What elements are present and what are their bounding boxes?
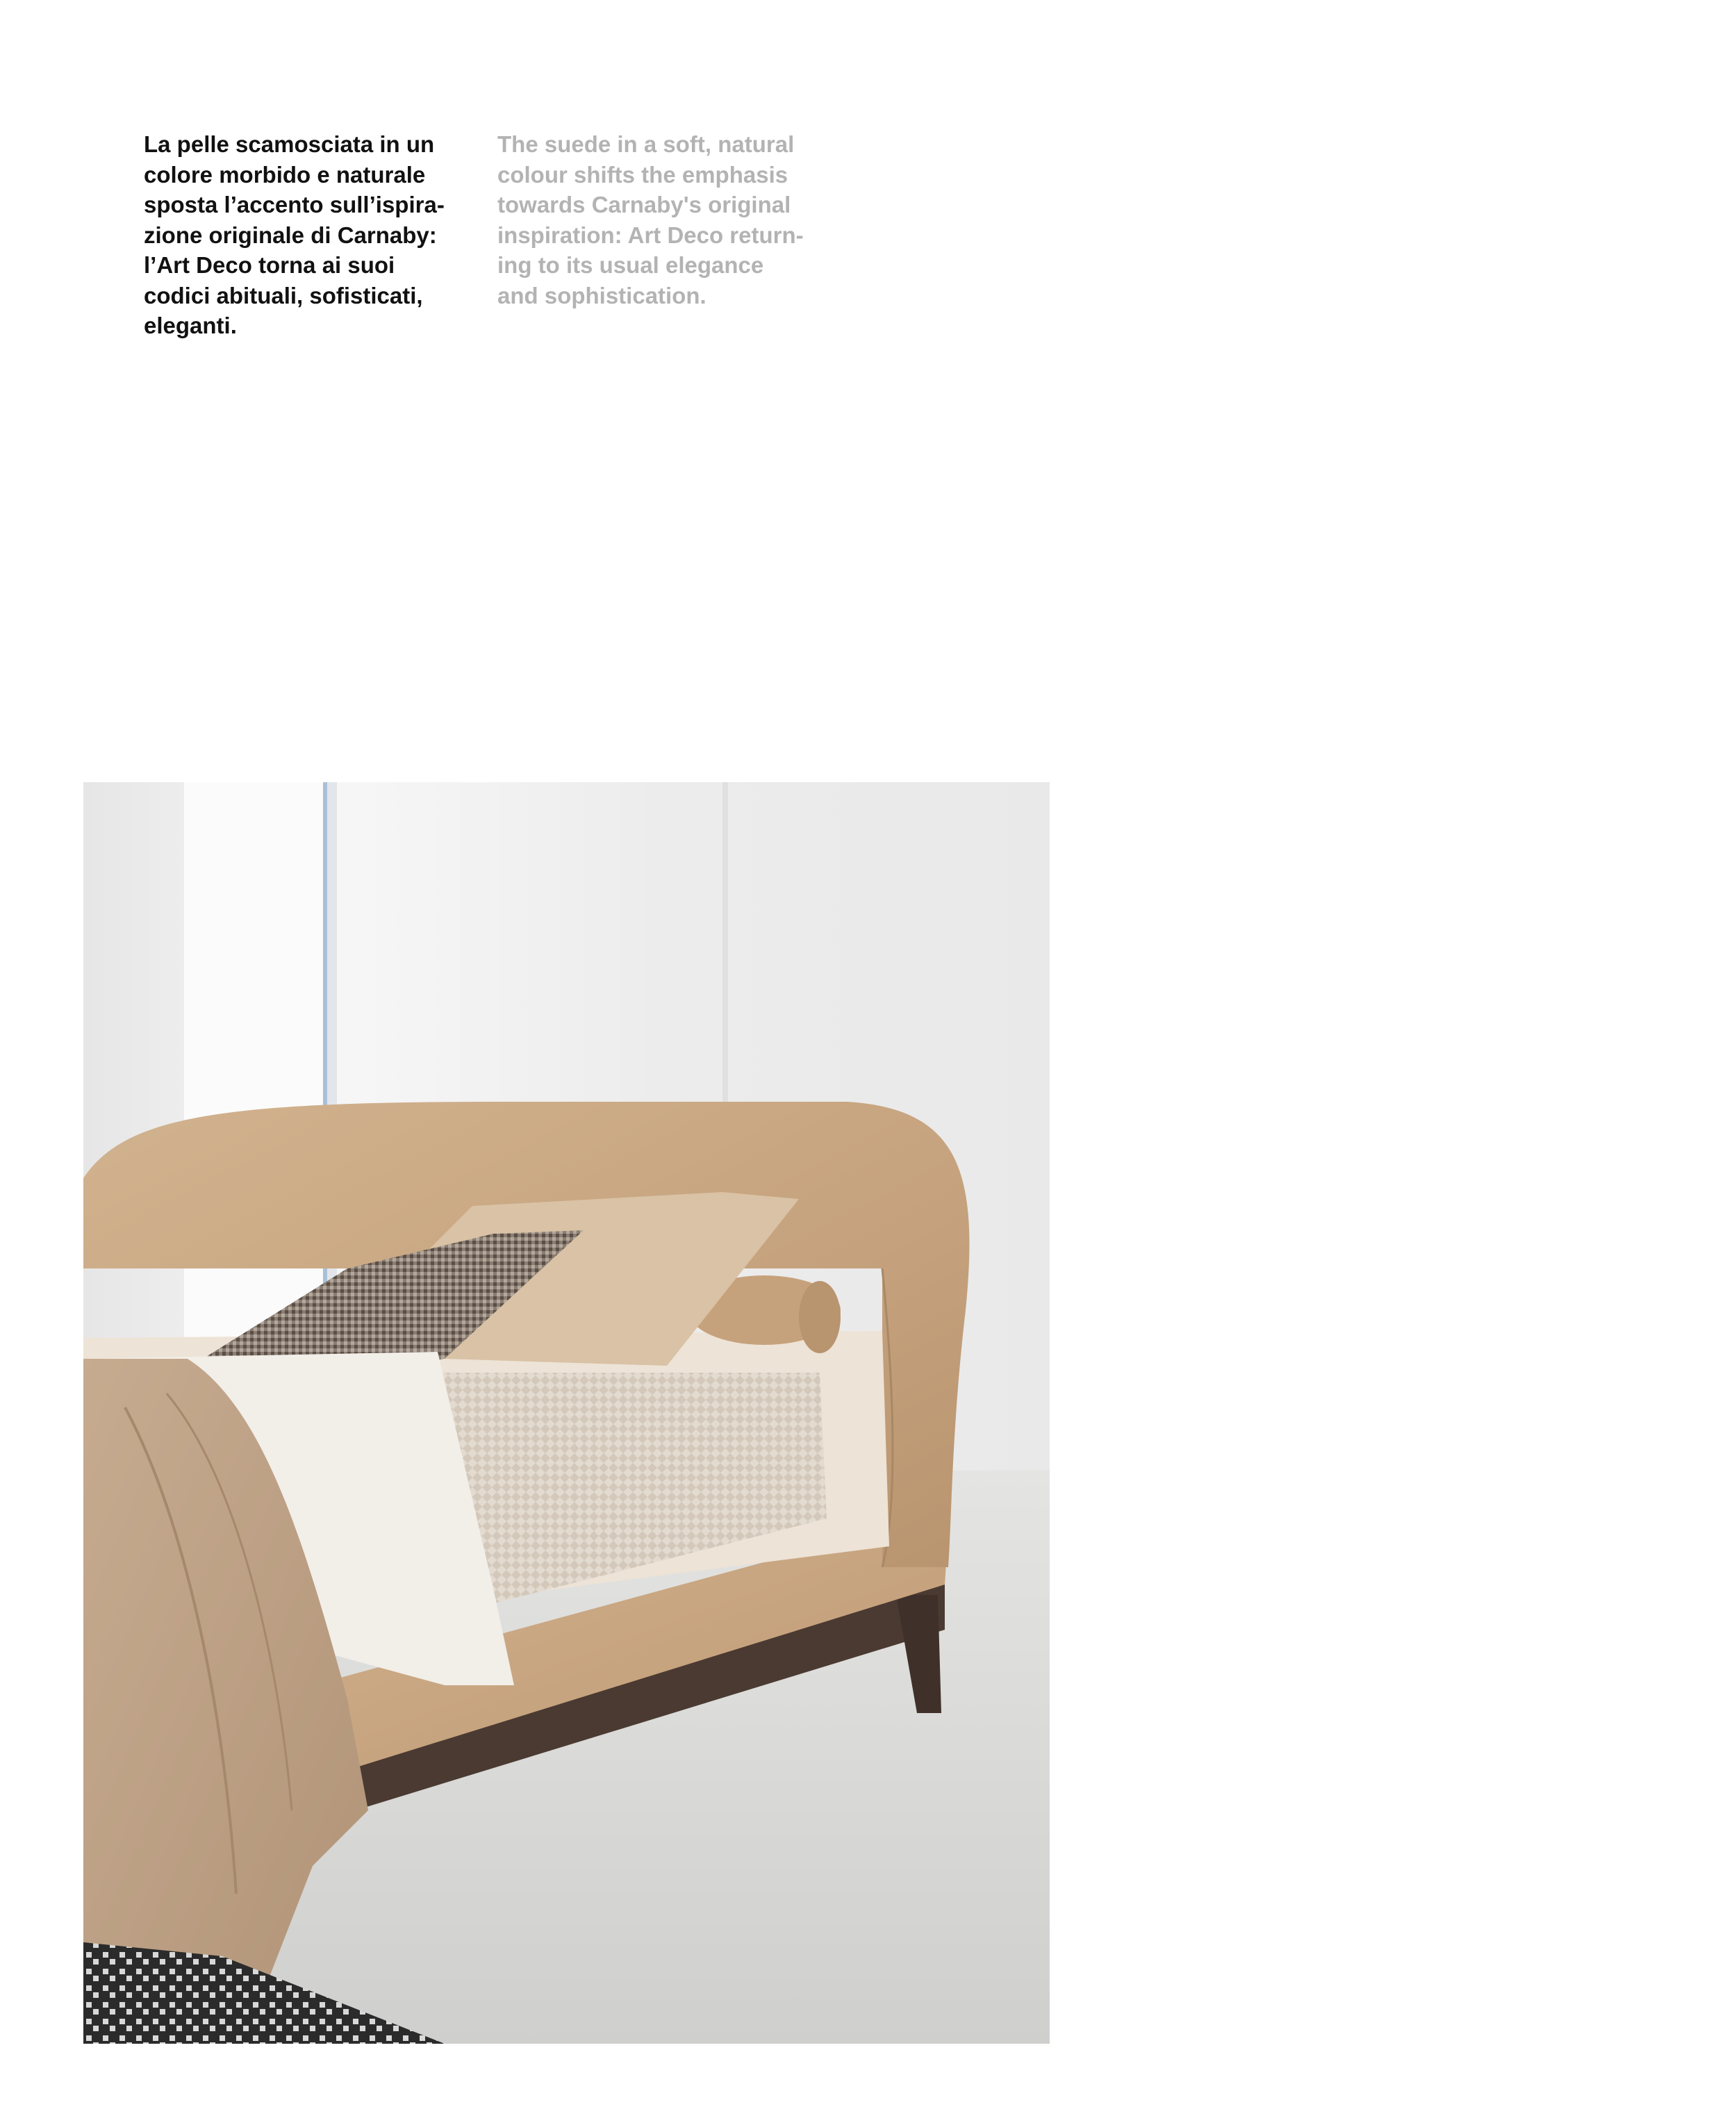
bed-photo-icon: [83, 782, 1050, 2044]
english-description: The suede in a soft, natural colour shifts the emphasis towards Carnaby's original inspiration: Art Deco return- ing to its usual elegance and sophistication.: [497, 131, 804, 308]
italian-description: La pelle scamosciata in un colore morbido e naturale sposta l’accento sull’ispira- zione originale di Carnaby: l’Art Deco torna ai suoi codici abituali, sofisticati, eleganti.: [144, 131, 445, 338]
bed-photo: [83, 782, 1050, 2044]
